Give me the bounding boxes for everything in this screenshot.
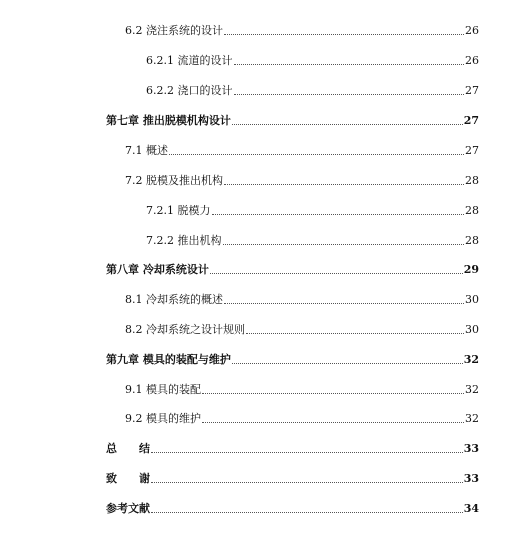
- toc-entry[interactable]: [125, 408, 479, 426]
- dot-leader: [202, 422, 464, 423]
- toc-entry[interactable]: [146, 80, 479, 98]
- toc-entry-label: 7.2 脱模及推出机构: [125, 174, 223, 187]
- toc-entry-page: 27: [463, 114, 479, 127]
- dot-leader: [224, 34, 464, 35]
- toc-entry-chapter[interactable]: [106, 259, 479, 277]
- toc-entry-label: 参考文献: [106, 502, 150, 515]
- dot-leader: [234, 94, 465, 95]
- dot-leader: [223, 244, 465, 245]
- toc-entry-label: 致 谢: [106, 472, 150, 485]
- dot-leader: [151, 482, 463, 483]
- toc-entry[interactable]: [125, 140, 479, 158]
- toc-entry-page: 34: [463, 502, 479, 515]
- toc-entry[interactable]: [125, 319, 479, 337]
- toc-entry-page: 29: [463, 263, 479, 276]
- toc-entry[interactable]: [146, 200, 479, 218]
- toc-entry-page: 32: [465, 383, 479, 396]
- toc-entry-page: 32: [463, 353, 479, 366]
- toc-entry[interactable]: [146, 50, 479, 68]
- toc-entry[interactable]: [125, 289, 479, 307]
- dot-leader: [151, 512, 463, 513]
- toc-entry-chapter[interactable]: [106, 468, 479, 486]
- toc-entry[interactable]: [146, 230, 479, 248]
- toc-entry-page: 28: [465, 204, 479, 217]
- dot-leader: [210, 273, 463, 274]
- toc-entry-page: 28: [465, 174, 479, 187]
- toc-entry-page: 33: [463, 442, 479, 455]
- toc-entry-chapter[interactable]: [106, 438, 479, 456]
- dot-leader: [212, 214, 465, 215]
- toc-entry-label: 8.2 冷却系统之设计规则: [125, 323, 245, 336]
- toc-entry-label: 7.2.1 脱模力: [146, 204, 211, 217]
- dot-leader: [232, 363, 463, 364]
- toc-entry-label: 9.1 模具的装配: [125, 383, 201, 396]
- toc-entry[interactable]: [125, 379, 479, 397]
- toc-entry-label: 第七章 推出脱模机构设计: [106, 114, 231, 127]
- toc-entry-label: 8.1 冷却系统的概述: [125, 293, 223, 306]
- dot-leader: [151, 452, 463, 453]
- toc-entry-page: 26: [465, 24, 479, 37]
- toc-entry-page: 26: [465, 54, 479, 67]
- toc-entry-page: 32: [465, 412, 479, 425]
- toc-entry[interactable]: [125, 170, 479, 188]
- toc-entry-chapter[interactable]: [106, 349, 479, 367]
- toc-entry-label: 第九章 模具的装配与维护: [106, 353, 231, 366]
- dot-leader: [234, 64, 465, 65]
- dot-leader: [224, 303, 464, 304]
- toc-entry-label: 6.2.1 流道的设计: [146, 54, 233, 67]
- toc-entry-page: 30: [465, 293, 479, 306]
- toc-entry[interactable]: [125, 20, 479, 38]
- toc-entry-page: 30: [465, 323, 479, 336]
- toc-entry-page: 27: [465, 144, 479, 157]
- dot-leader: [224, 184, 464, 185]
- toc-entry-label: 6.2 浇注系统的设计: [125, 24, 223, 37]
- toc-entry-page: 28: [465, 234, 479, 247]
- toc-entry-page: 33: [463, 472, 479, 485]
- toc-entry-label: 第八章 冷却系统设计: [106, 263, 209, 276]
- dot-leader: [246, 333, 464, 334]
- dot-leader: [232, 124, 463, 125]
- toc-entry-label: 9.2 模具的维护: [125, 412, 201, 425]
- dot-leader: [202, 393, 464, 394]
- toc-entry-label: 6.2.2 浇口的设计: [146, 84, 233, 97]
- toc-entry-label: 7.2.2 推出机构: [146, 234, 222, 247]
- toc-entry-page: 27: [465, 84, 479, 97]
- toc-entry-label: 总 结: [106, 442, 150, 455]
- toc-entry-chapter[interactable]: [106, 110, 479, 128]
- toc-entry-label: 7.1 概述: [125, 144, 168, 157]
- dot-leader: [169, 154, 464, 155]
- toc-entry-chapter[interactable]: [106, 498, 479, 516]
